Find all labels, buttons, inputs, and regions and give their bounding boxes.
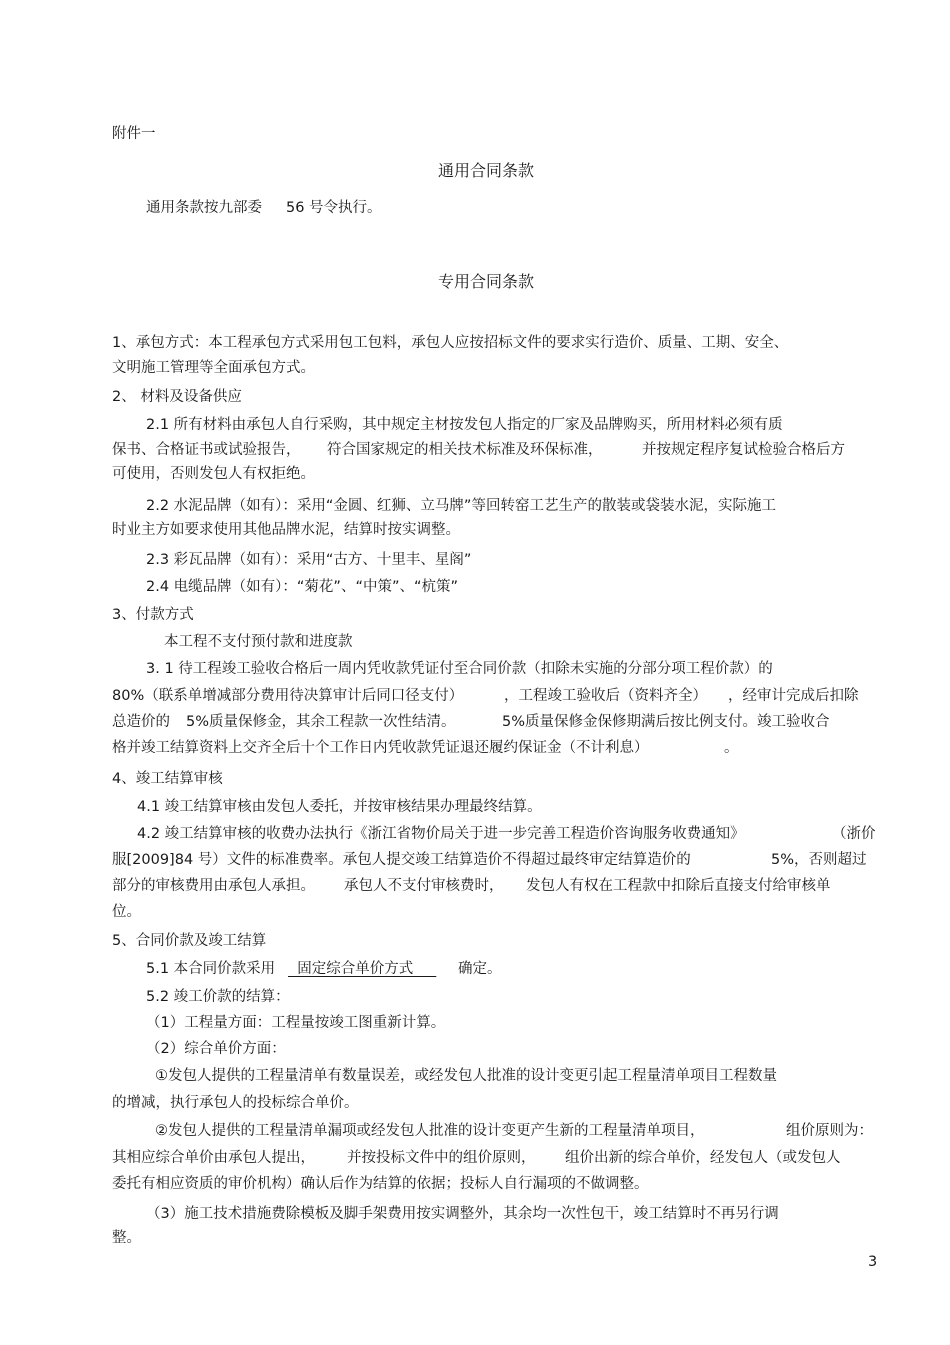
general-terms-line-b: 56 号令执行。 xyxy=(286,200,382,216)
s2-p2-line-1: 2.2 水泥品牌（如有）：采用“金圆、红狮、立马牌”等回转窑工艺生产的散装或袋装水泥，实际施工 xyxy=(146,498,776,514)
s3-line-3a: 总造价的 xyxy=(112,714,170,730)
s3-line-2c: ，经审计完成后扣除 xyxy=(728,688,859,704)
s5-clause-2-line-1b: 组价原则为： xyxy=(786,1123,873,1139)
s5-clause-2-line-2b: 并按投标文件中的组价原则， xyxy=(347,1150,536,1166)
s5-p2: 5.2 竣工价款的结算： xyxy=(146,989,290,1005)
s5-heading: 5、合同价款及竣工结算 xyxy=(112,933,267,949)
s2-p3: 2.3 彩瓦品牌（如有）：采用“古方、十里丰、星阁” xyxy=(146,552,472,568)
s5-p1c: 确定。 xyxy=(458,961,502,977)
s2-heading: 2、 材料及设备供应 xyxy=(112,389,242,405)
s5-clause-2-line-3: 委托有相应资质的审价机构）确认后作为结算的依据；投标人自行漏项的不做调整。 xyxy=(112,1176,649,1192)
s3-line-2b: ，工程竣工验收后（资料齐全） xyxy=(504,688,707,704)
s5-item-2: （2）综合单价方面： xyxy=(146,1041,286,1057)
s5-clause-1-line-2: 的增减，执行承包人的投标综合单价。 xyxy=(112,1095,359,1111)
s5-item-3-line-1: （3）施工技术措施费除模板及脚手架费用按实调整外，其余均一次性包干，竣工结算时不再另行调 xyxy=(146,1206,779,1222)
s2-p1-line-3: 可使用，否则发包人有权拒绝。 xyxy=(112,466,315,482)
s3-line-1: 3. 1 待工程竣工验收合格后一周内凭收款凭证付至合同价款（扣除未实施的分部分项工程价款）的 xyxy=(146,661,773,677)
s4-p2-line-3a: 部分的审核费用由承包人承担。 xyxy=(112,878,315,894)
s5-clause-2-line-1a: ②发包人提供的工程量清单漏项或经发包人批准的设计变更产生新的工程量清单项目， xyxy=(155,1123,705,1139)
s5-item-1: （1）工程量方面：工程量按竣工图重新计算。 xyxy=(146,1015,446,1031)
page-number: 3 xyxy=(868,1254,878,1270)
s4-p1: 4.1 竣工结算审核由发包人委托，并按审核结果办理最终结算。 xyxy=(137,799,542,815)
s5-p1-pricing-method: 固定综合单价方式 xyxy=(288,961,437,977)
s5-clause-2-line-2a: 其相应综合单价由承包人提出， xyxy=(112,1150,315,1166)
s2-p2-line-2: 时业主方如要求使用其他品牌水泥，结算时按实调整。 xyxy=(112,522,460,538)
s4-p2-line-1b: （浙价 xyxy=(832,826,876,842)
s3-heading: 3、付款方式 xyxy=(112,607,194,623)
s4-p2-line-3c: 发包人有权在工程款中扣除后直接支付给审核单 xyxy=(526,878,831,894)
s3-line-0: 本工程不支付预付款和进度款 xyxy=(164,634,353,650)
s2-p1-line-2c: 并按规定程序复试检验合格后方 xyxy=(642,442,845,458)
s2-p4: 2.4 电缆品牌（如有）：“菊花”、“中策”、“杭策” xyxy=(146,579,458,595)
s5-p1a: 5.1 本合同价款采用 xyxy=(146,961,276,977)
s1-line-2: 文明施工管理等全面承包方式。 xyxy=(112,360,315,376)
special-terms-title: 专用合同条款 xyxy=(438,272,535,291)
s4-p2-line-2a: 服[2009]84 号）文件的标准费率。承包人提交竣工结算造价不得超过最终审定结算造价的 xyxy=(112,852,691,868)
s4-p2-line-4: 位。 xyxy=(112,904,141,920)
s5-item-3-line-2: 整。 xyxy=(112,1230,141,1246)
s4-p2-line-3b: 承包人不支付审核费时， xyxy=(344,878,504,894)
s3-line-3b: 5%质量保修金，其余工程款一次性结清。 xyxy=(186,714,456,730)
s5-clause-2-line-2c: 组价出新的综合单价，经发包人（或发包人 xyxy=(565,1150,841,1166)
general-terms-line-a: 通用条款按九部委 xyxy=(146,200,262,216)
s3-line-2a: 80%（联系单增减部分费用待决算审计后同口径支付） xyxy=(112,688,464,704)
s3-line-3c: 5%质量保修金保修期满后按比例支付。竣工验收合 xyxy=(502,714,830,730)
s3-line-4b: 。 xyxy=(724,740,739,756)
s1-line-1: 1、承包方式：本工程承包方式采用包工包料，承包人应按招标文件的要求实行造价、质量、工期、安全、 xyxy=(112,335,789,351)
general-terms-title: 通用合同条款 xyxy=(438,161,535,180)
s2-p1-line-1: 2.1 所有材料由承包人自行采购，其中规定主材按发包人指定的厂家及品牌购买，所用材料必须有质 xyxy=(146,417,783,433)
s4-p2-line-2b: 5%，否则超过 xyxy=(771,852,867,868)
s5-clause-1-line-1: ①发包人提供的工程量清单有数量误差，或经发包人批准的设计变更引起工程量清单项目工程数量 xyxy=(155,1068,777,1084)
s2-p1-line-2a: 保书、合格证书或试验报告， xyxy=(112,442,301,458)
s3-line-4a: 格并竣工结算资料上交齐全后十个工作日内凭收款凭证退还履约保证金（不计利息） xyxy=(112,740,649,756)
annex-label: 附件一 xyxy=(112,126,156,142)
s4-p2-line-1a: 4.2 竣工结算审核的收费办法执行《浙江省物价局关于进一步完善工程造价咨询服务收费通知》 xyxy=(137,826,745,842)
s2-p1-line-2b: 符合国家规定的相关技术标准及环保标准， xyxy=(327,442,603,458)
s4-heading: 4、竣工结算审核 xyxy=(112,771,223,787)
